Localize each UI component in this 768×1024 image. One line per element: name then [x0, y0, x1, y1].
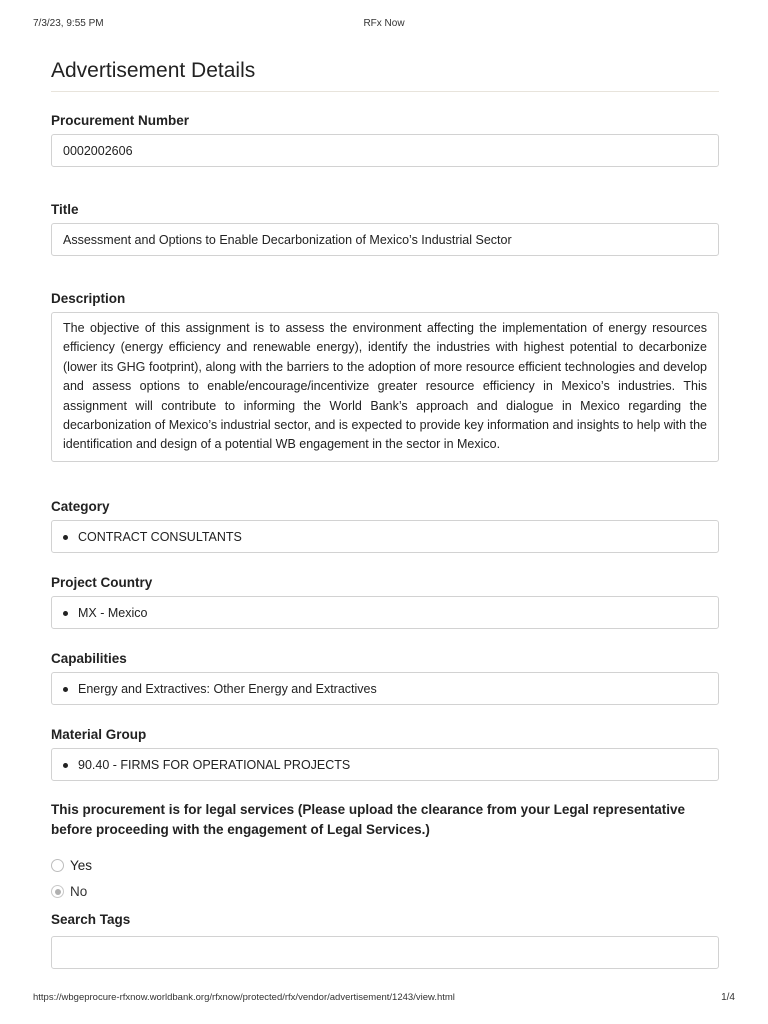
- title-label: Title: [51, 202, 79, 217]
- material-group-item: 90.40 - FIRMS FOR OPERATIONAL PROJECTS: [78, 757, 351, 772]
- page-title: Advertisement Details: [51, 58, 719, 92]
- project-country-item: MX - Mexico: [78, 605, 148, 620]
- yes-radio-label: Yes: [70, 858, 93, 874]
- no-radio[interactable]: [51, 885, 64, 898]
- material-group-field[interactable]: [51, 748, 719, 781]
- title-field[interactable]: Assessment and Options to Enable Decarbonization of Mexico’s Industrial Sector: [51, 223, 719, 256]
- page-number: 1/4: [721, 992, 735, 1003]
- advertisement-details-form: [51, 58, 719, 969]
- project-country-label: Project Country: [51, 574, 153, 590]
- capabilities-label: Capabilities: [51, 650, 127, 666]
- legal-services-no-option[interactable]: [51, 882, 719, 902]
- bullet-icon: [63, 535, 68, 540]
- legal-services-yes-option[interactable]: [51, 856, 719, 876]
- bullet-icon: [63, 763, 68, 768]
- bullet-icon: [63, 687, 68, 692]
- procurement-number-label: Procurement Number: [51, 113, 190, 128]
- description-label: Description: [51, 291, 126, 306]
- material-group-label: Material Group: [51, 726, 147, 742]
- category-item: CONTRACT CONSULTANTS: [78, 529, 242, 544]
- procurement-number-field[interactable]: 0002002606: [51, 134, 719, 167]
- bullet-icon: [63, 611, 68, 616]
- category-label: Category: [51, 498, 110, 514]
- description-field[interactable]: The objective of this assignment is to assess the environment affecting the implementation of energy resources efficiency (energy efficiency and renewable energy), identify the industries with highest potential to decarbonize (lower its GHG footprint), along with the barriers to the adoption of more resource efficient technologies and develop and assess options to enable/encourage/incentivize greater resource efficiency in Mexico’s industries. This assignment will contribute to informing the World Bank’s approach and dialogue in Mexico regarding the decarbonization of Mexico’s industrial sector, and is expected to provide key information and insights to help with the identification and design of a potential WB engagement in the sector in Mexico.: [51, 312, 719, 462]
- yes-radio[interactable]: [51, 859, 64, 872]
- category-field[interactable]: [51, 520, 719, 553]
- capabilities-item: Energy and Extractives: Other Energy and Extractives: [78, 681, 377, 696]
- capabilities-field[interactable]: [51, 672, 719, 705]
- no-radio-label: No: [70, 884, 88, 900]
- project-country-field[interactable]: [51, 596, 719, 629]
- search-tags-label: Search Tags: [51, 911, 131, 927]
- print-date: 7/3/23, 9:55 PM: [33, 18, 104, 29]
- legal-services-question: This procurement is for legal services (Please upload the clearance from your Legal representative before proceeding with the engagement of Legal Services.): [51, 801, 685, 837]
- print-url: https://wbgeprocure-rfxnow.worldbank.org/rfxnow/protected/rfx/vendor/advertisement/1243/view.html: [33, 992, 455, 1003]
- print-header-title: RFx Now: [363, 18, 405, 29]
- search-tags-input[interactable]: [51, 936, 719, 969]
